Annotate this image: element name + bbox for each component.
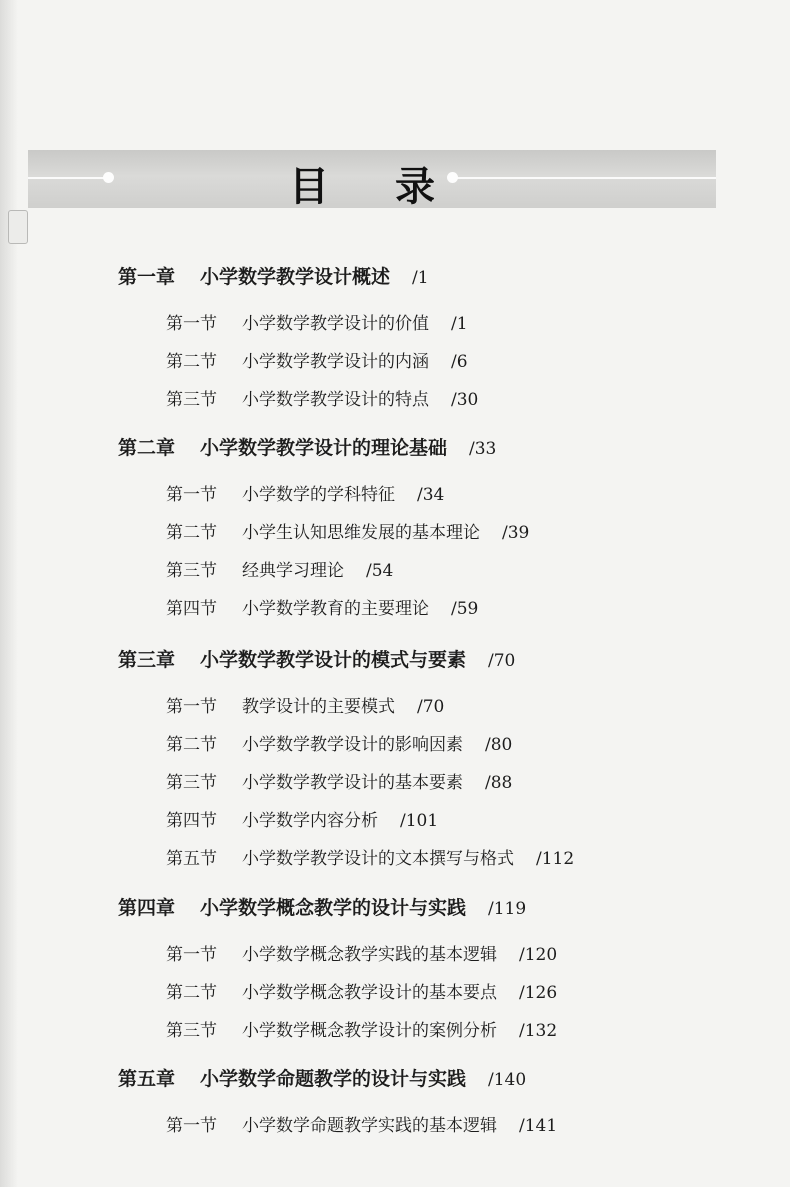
section-page: /1 [451, 314, 468, 334]
section-page: /101 [400, 811, 439, 831]
section-label: 第三节 [166, 1021, 217, 1041]
section-title: 教学设计的主要模式 [242, 697, 395, 717]
chapter-page: /1 [412, 268, 429, 288]
toc-section[interactable] [166, 1111, 557, 1136]
page-title: 目 录 [289, 164, 461, 210]
section-title: 经典学习理论 [242, 561, 344, 581]
section-page: /34 [417, 485, 445, 505]
section-label: 第一节 [166, 697, 217, 717]
section-title: 小学数学教学设计的文本撰写与格式 [242, 849, 514, 869]
section-page: /30 [451, 390, 479, 410]
chapter-label: 第一章 [118, 266, 176, 288]
section-page: /6 [451, 352, 468, 372]
section-label: 第四节 [166, 811, 217, 831]
chapter-title: 小学数学教学设计的模式与要素 [200, 649, 467, 671]
section-label: 第二节 [166, 523, 217, 543]
section-title: 小学数学概念教学实践的基本逻辑 [242, 945, 497, 965]
chapter-title: 小学数学教学设计的理论基础 [200, 437, 448, 459]
toc-section[interactable] [166, 385, 478, 410]
toc-section[interactable] [166, 940, 557, 965]
toc-section[interactable] [166, 844, 574, 869]
section-label: 第三节 [166, 561, 217, 581]
section-label: 第五节 [166, 849, 217, 869]
toc-section[interactable] [166, 978, 557, 1003]
toc-section[interactable] [166, 309, 468, 334]
section-title: 小学数学概念教学设计的基本要点 [242, 983, 497, 1003]
section-page: /80 [485, 735, 513, 755]
section-page: /132 [519, 1021, 558, 1041]
toc-chapter[interactable] [118, 262, 429, 289]
section-label: 第一节 [166, 485, 217, 505]
section-label: 第三节 [166, 773, 217, 793]
section-page: /141 [519, 1116, 558, 1136]
section-title: 小学数学内容分析 [242, 811, 378, 831]
toc-chapter[interactable] [118, 1064, 526, 1091]
chapter-label: 第四章 [118, 897, 176, 919]
chapter-title: 小学数学命题教学的设计与实践 [200, 1068, 467, 1090]
section-page: /70 [417, 697, 445, 717]
section-label: 第四节 [166, 599, 217, 619]
toc-section[interactable] [166, 480, 444, 505]
toc-section[interactable] [166, 806, 438, 831]
section-title: 小学数学命题教学实践的基本逻辑 [242, 1116, 497, 1136]
chapter-page: /70 [488, 651, 516, 671]
chapter-label: 第二章 [118, 437, 176, 459]
toc-section[interactable] [166, 768, 512, 793]
section-label: 第二节 [166, 735, 217, 755]
section-label: 第一节 [166, 1116, 217, 1136]
chapter-label: 第五章 [118, 1068, 176, 1090]
section-title: 小学数学教育的主要理论 [242, 599, 429, 619]
chapter-page: /119 [488, 899, 527, 919]
toc-section[interactable] [166, 692, 444, 717]
section-title: 小学数学概念教学设计的案例分析 [242, 1021, 497, 1041]
toc-section[interactable] [166, 347, 468, 372]
section-title: 小学数学教学设计的内涵 [242, 352, 429, 372]
section-title: 小学数学教学设计的特点 [242, 390, 429, 410]
section-label: 第二节 [166, 352, 217, 372]
toc-section[interactable] [166, 556, 393, 581]
toc-section[interactable] [166, 518, 529, 543]
chapter-label: 第三章 [118, 649, 176, 671]
section-page: /120 [519, 945, 558, 965]
chapter-title: 小学数学教学设计概述 [200, 266, 391, 288]
chapter-page: /33 [469, 439, 497, 459]
section-title: 小学数学教学设计的基本要素 [242, 773, 463, 793]
section-label: 第三节 [166, 390, 217, 410]
chapter-title: 小学数学概念教学的设计与实践 [200, 897, 467, 919]
section-label: 第一节 [166, 945, 217, 965]
section-title: 小学数学教学设计的价值 [242, 314, 429, 334]
section-label: 第一节 [166, 314, 217, 334]
toc-section[interactable] [166, 594, 478, 619]
section-title: 小学数学的学科特征 [242, 485, 395, 505]
section-title: 小学数学教学设计的影响因素 [242, 735, 463, 755]
toc-chapter[interactable] [118, 433, 496, 460]
section-page: /88 [485, 773, 513, 793]
section-title: 小学生认知思维发展的基本理论 [242, 523, 480, 543]
toc-chapter[interactable] [118, 645, 515, 672]
toc-section[interactable] [166, 730, 512, 755]
toc-section[interactable] [166, 1016, 557, 1041]
chapter-page: /140 [488, 1070, 527, 1090]
section-page: /54 [366, 561, 394, 581]
section-page: /112 [536, 849, 575, 869]
section-page: /59 [451, 599, 479, 619]
toc-chapter[interactable] [118, 893, 526, 920]
section-page: /39 [502, 523, 530, 543]
section-label: 第二节 [166, 983, 217, 1003]
section-page: /126 [519, 983, 558, 1003]
